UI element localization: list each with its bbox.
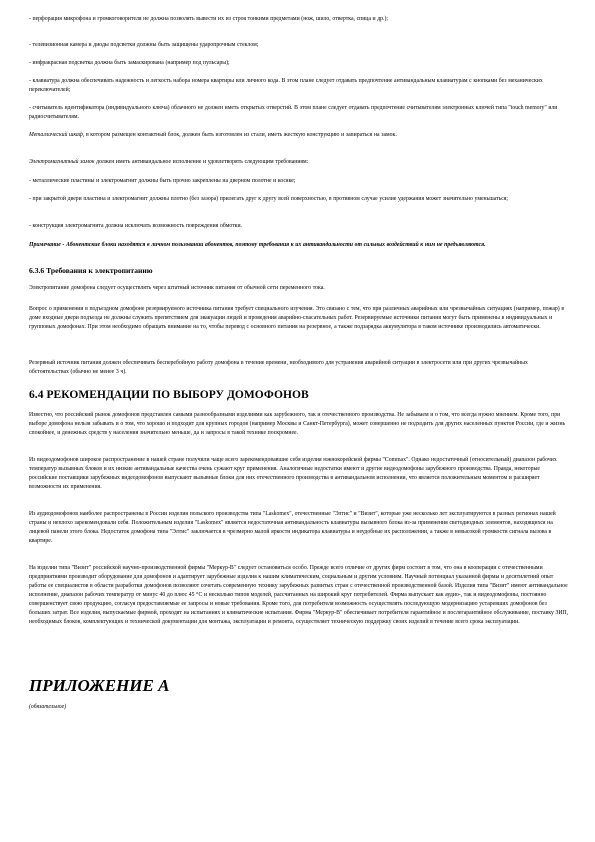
cabinet-rest: в котором размещен контактный блок, должен быть изготовлен из стали, иметь жесткую конструкцию и запираться на замок. <box>84 132 397 138</box>
paragraph-plates: - металлические пластины и электромагнит должны быть прочно закреплены на дверном полотне и косяке; <box>29 178 296 184</box>
paragraph-power-supply: Электропитание домофона следует осуществлять через штатный источник питания от обычной сети переменного тока. <box>29 285 325 291</box>
paragraph-market: Известно, что российский рынок домофонов представлен самыми разнообразными изделиями как зарубежного, так и отечественного производства. Не забываем и о том, что всегда нужно мнением. Кроме того, при выборе домофона нельзя забывать и о том, что хорошо и подходит для крупных городов (например Москвы и Санкт-Петербурга), может совершенно не подходить для других населенных пунктов России, где и жизнь спокойнее, и денежных средств у населения значительно меньше, да и запросы в такой технике поскромнее. <box>29 412 566 436</box>
paragraph-keypad: - клавиатура должна обеспечивать надежность и легкость набора номера квартиры или личного кода. В этом плане следует отдавать предпочтение антивандальным клавиатурам с кнопками без механических переключателей; <box>29 78 543 93</box>
paragraph-vizit: На изделии типа "Визит" российской научно-производственной фирмы "Меркур-В" следует остановиться особо. Прежде всего отличие от других фирм состоит в том, что она в кооперации с отечественными предприятиями производит оборудование для домофонов и адаптирует зарубежные изделия к нашим климатическим, социальным и другим условиям. Научный потенциал указанной фирмы и десятилетний опыт работы ее специалистов в области разработки домофонов позволяют сочетать современную технику зарубежных развитых стран с отечественной производственной базой. Изделия типа "Визит" имеют антивандальное исполнение, диапазон рабочих температур от минус 40 до плюс 45 °С и несколько типов моделей, рассчитанных на широкий круг потребителей. Фирма выпускает как аудио-, так и видеодомофоны, постоянно совершенствует свою продукцию, согласуя предоставляемые ее запросы и новые требования. Кроме того, для потребителя возможность осуществлять последующую модернизацию устаревших домофонов без больших затрат. Все изделия, выпускаемые фирмой, проходят на испытаниях и климатические испытания. Фирма "Меркур-В" обеспечивает потребителя гарантийное и послегарантийное обслуживание, поставку ЗИП, необходимых блоков, комплектующих и технической документации для монтажа, эксплуатации и ремонта, осуществляет техническую поддержку своих изделий в течение всего срока эксплуатации. <box>29 565 569 625</box>
paragraph-video-intercoms: Из видеодомофонов широкое распространение в нашей стране получили чаще всего зарекомендовавшие себя изделия южнокорейской фирмы "Commax". Однако недостаточный (относительный) диапазон рабочих температур вызывных блоков и их низкие антивандальные качества очень сужают круг применения. Аналогичные недостатки имеют и другие видеодомофоны зарубежного производства. Правда, некоторые российские поставщики зарубежных видеодомофонов выпускают вызывные блоки для них отечественного производства в антивандальном исполнении, что является положительным моментом и расширяет возможности их применения. <box>29 457 557 490</box>
paragraph-door-gap: - при закрытой двери пластина и электромагнит должны плотно (без зазора) прилегать друг к другу всей поверхностью, в противном случае усилие удержания может значительно уменьшаться; <box>29 196 508 202</box>
lock-rest: должен иметь антивандальное исполнение и удовлетворять следующим требованиям: <box>94 159 309 165</box>
paragraph-backup-question: Вопрос о применении в подъездном домофоне резервируемого источника питания требует специального изучения. Это связано с тем, что при различных аварийных или чрезвычайных ситуациях (например, пожар) в доме входные двери подъезда не должны служить препятствием для эвакуации людей и проведения аварийно-спасательных работ. Резервируемые источники питания могут быть применены в индивидуальных и групповых домофонах. При этом необходимо обращать внимание на то, чтобы перевод с основного питания на резервное, а также подзарядка аккумулятора в таком источнике производились автоматически. <box>29 306 565 330</box>
appendix-status: (обязательное) <box>29 704 67 710</box>
paragraph-backup-source: Резервный источник питания должен обеспечивать бесперебойную работу домофона в течение времени, необходимого для устранения аварийной ситуации в электросети или при других чрезвычайных обстоятельствах (обычно не менее 3 ч). <box>29 360 528 375</box>
heading-appendix: ПРИЛОЖЕНИЕ А <box>29 676 170 695</box>
paragraph-note: Примечание - Абонентские блоки находятся в личном пользовании абонентов, поэтому требования к их антивандальности от сильных воздействий к ним не предъявляются. <box>29 242 486 248</box>
cabinet-lead: Металлический шкаф, <box>29 132 85 138</box>
lock-lead: Электромагнитный замок <box>29 159 95 165</box>
paragraph-cabinet <box>29 131 569 140</box>
heading-power-requirements: 6.3.6 Требования к электропитанию <box>29 266 153 275</box>
paragraph-infrared: - инфракрасная подсветка должна быть замаскирована (например под пульсары); <box>29 60 230 66</box>
paragraph-camera: - телевизионная камера и диоды подсветки должны быть защищены ударопрочным стеклом; <box>29 42 259 48</box>
paragraph-perforation: - перфорация микрофона и громкоговорителя не должна позволять вывести их из строя тонкими предметами (нож, шило, отвертка, спица и др.); <box>29 16 389 22</box>
paragraph-reader: - считыватель идентификатора (индивидуального ключа) облачного не должен иметь открытых отверстий. В этом плане следует отдавать предпочтение считывателям электронных ключей типа "touch memory" или радиосчитывателям. <box>29 105 558 120</box>
paragraph-audio-intercoms: Из аудиодомофонов наиболее распространены в России изделия польского производства типа "Laskomex", отечественные "Элтис" и "Визит", которые уже несколько лет эксплуатируются в разных регионах нашей страны и неплохо зарекомендовали себя. Положительным изделия "Laskomex" является недостаточная антивандальность клавиатуры вызывного блока из-за применения светодиодных элементов, находящихся на лицевой панели этого блока. Недостаток домофона типа "Элтис" заключается в чрезмерно малой яркости индикатора клавиатуры и неудобные их расположении, а также в невысокой громкости сигнала вызова в квартире. <box>29 511 556 544</box>
paragraph-winding: - конструкция электромагнита должна исключать возможность повреждения обмотки. <box>29 223 242 229</box>
paragraph-lock <box>29 158 569 167</box>
heading-recommendations: 6.4 РЕКОМЕНДАЦИИ ПО ВЫБОРУ ДОМОФОНОВ <box>29 389 309 401</box>
